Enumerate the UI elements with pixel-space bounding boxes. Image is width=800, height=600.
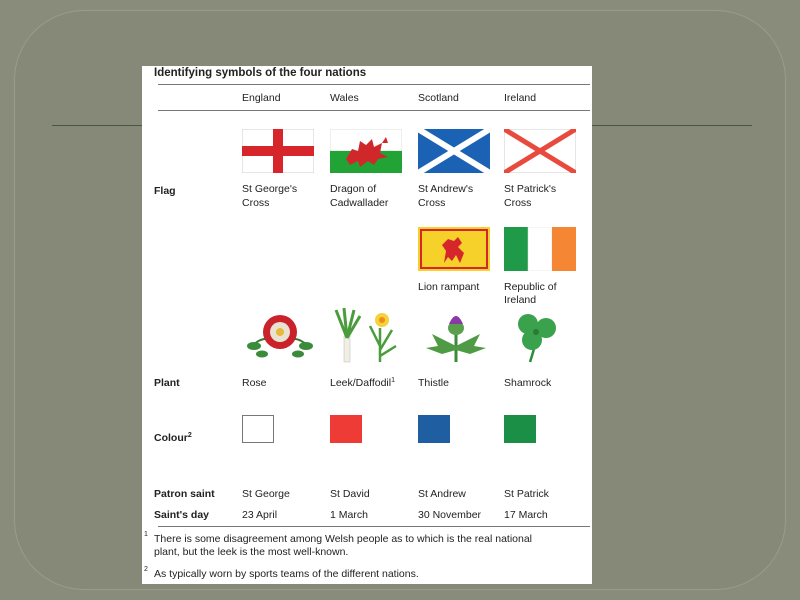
extra-flag-name-ireland-1: Republic of <box>504 281 557 293</box>
table-title: Identifying symbols of the four nations <box>154 67 367 79</box>
welsh-dragon-flag <box>330 129 402 173</box>
flag-name-wales-1: Dragon of <box>330 183 377 195</box>
footnote-2-line-1: As typically worn by sports teams of the different nations. <box>154 568 419 580</box>
st-patrick-cross-flag <box>504 129 576 173</box>
header-england: England <box>242 92 281 104</box>
plant-name-scotland: Thistle <box>418 377 449 389</box>
footnote-1-number: 1 <box>144 531 148 538</box>
row-label-flag: Flag <box>154 185 176 197</box>
plant-name-ireland: Shamrock <box>504 377 552 389</box>
footnote-1-line-2: plant, but the leek is the most well-known. <box>154 546 349 558</box>
saints-day-wales: 1 March <box>330 509 368 521</box>
flag-name-england-1: St George's <box>242 183 298 195</box>
colour-swatch-wales <box>330 415 362 443</box>
flag-name-scotland-1: St Andrew's <box>418 183 474 195</box>
flag-name-ireland-2: Cross <box>504 197 532 209</box>
tudor-rose-icon <box>242 306 318 364</box>
flag-name-ireland-1: St Patrick's <box>504 183 557 195</box>
row-label-colour: Colour$^2$ <box>154 432 192 444</box>
patron-saint-ireland: St Patrick <box>504 488 549 500</box>
colour-swatch-england <box>242 415 274 443</box>
patron-saint-england: St George <box>242 488 290 500</box>
colour-swatch-scotland <box>418 415 450 443</box>
footnote-2-number: 2 <box>144 566 148 573</box>
colour-swatch-ireland <box>504 415 536 443</box>
leek-daffodil-icon <box>330 306 406 364</box>
row-label-saints-day: Saint's day <box>154 509 210 521</box>
extra-flag-name-ireland-2: Ireland <box>504 294 537 306</box>
document-page <box>142 66 592 584</box>
thistle-icon <box>418 306 494 364</box>
saints-day-england: 23 April <box>242 509 278 521</box>
shamrock-icon <box>504 306 580 364</box>
patron-saint-wales: St David <box>330 488 370 500</box>
saints-day-scotland: 30 November <box>418 509 482 521</box>
extra-flag-name-scotland: Lion rampant <box>418 281 480 293</box>
footnote-1-line-1: There is some disagreement among Welsh people as to which is the real national <box>154 533 533 545</box>
saltire-flag <box>418 129 490 173</box>
table-bottom-rule <box>158 526 590 527</box>
irish-tricolour-flag <box>504 227 576 271</box>
plant-name-england: Rose <box>242 377 267 389</box>
flag-name-scotland-2: Cross <box>418 197 446 209</box>
plant-name-wales: Leek/Daffodil$^1$ <box>330 377 396 389</box>
st-george-cross-flag <box>242 129 314 173</box>
flag-name-england-2: Cross <box>242 197 270 209</box>
lion-rampant-flag <box>418 227 490 271</box>
patron-saint-scotland: St Andrew <box>418 488 466 500</box>
header-wales: Wales <box>330 92 359 104</box>
flag-name-wales-2: Cadwallader <box>330 197 389 209</box>
header-scotland: Scotland <box>418 92 459 104</box>
saints-day-ireland: 17 March <box>504 509 548 521</box>
title-rule <box>158 84 590 85</box>
row-label-patron-saint: Patron saint <box>154 488 215 500</box>
header-ireland: Ireland <box>504 92 537 104</box>
row-label-plant: Plant <box>154 377 180 389</box>
header-rule <box>158 110 590 111</box>
